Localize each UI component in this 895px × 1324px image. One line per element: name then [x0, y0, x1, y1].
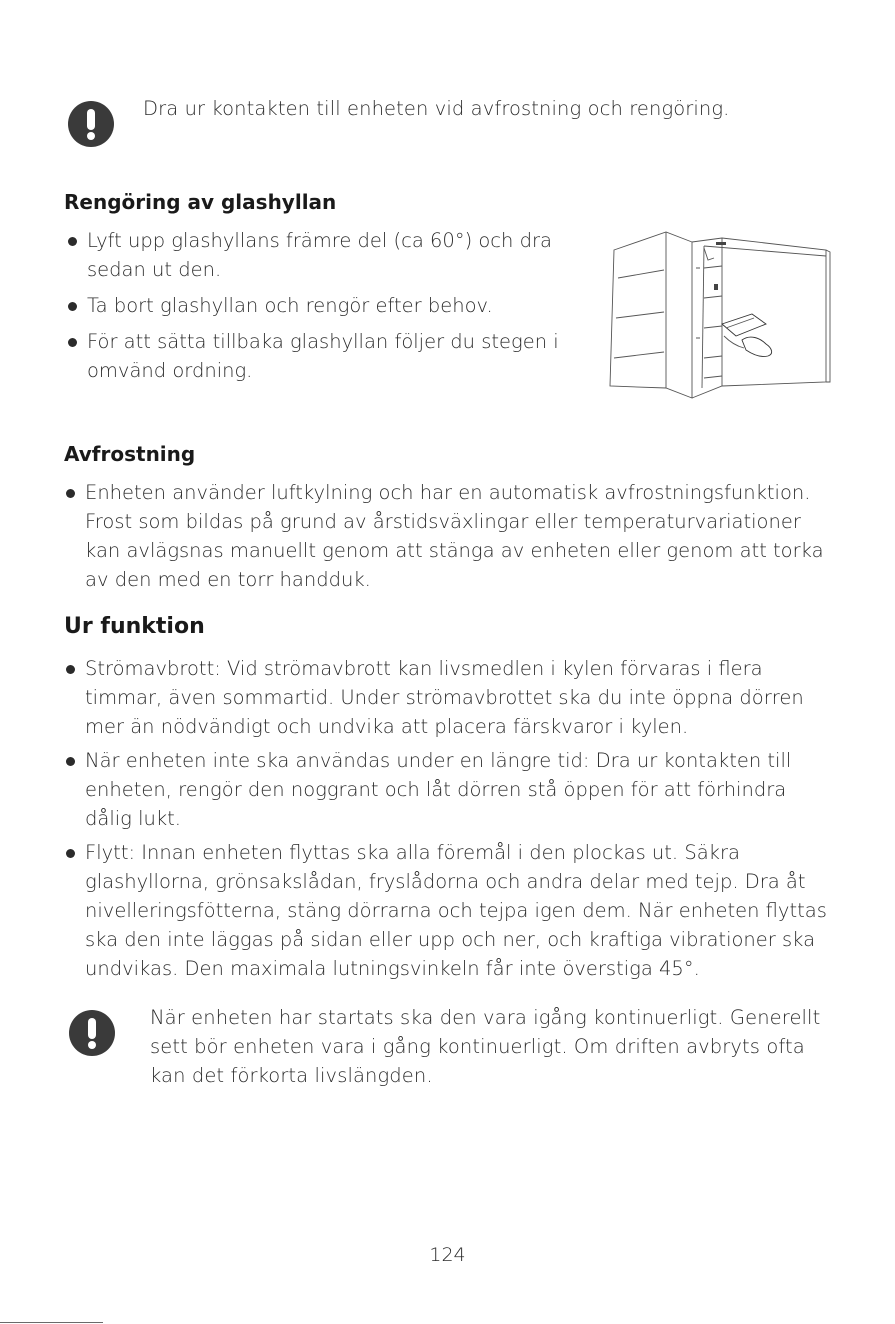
bullet-dot-icon	[66, 757, 75, 766]
bullet-dot-icon	[66, 489, 75, 498]
list-item-text: Enheten använder luftkylning och har en automatisk avfrostningsfunktion. Frost som bildas på grund av årstidsväxlingar eller temperaturvariationer kan avlägsnas manuellt genom att stänga av enheten eller genom att torka av den med en torr handduk.	[85, 481, 824, 591]
defrost-list	[59, 478, 839, 594]
list-item	[61, 327, 571, 385]
list-item	[61, 291, 571, 320]
notice-unplug-text: Dra ur kontakten till enheten vid avfrostning och rengöring.	[143, 97, 730, 120]
bullet-dot-icon	[68, 302, 77, 311]
list-item-text: Lyft upp glashyllans främre del (ca 60°) och dra sedan ut den.	[87, 229, 552, 281]
list-item	[59, 838, 839, 983]
glass-shelf-steps-list	[61, 226, 571, 385]
notice-continuous-operation-text: När enheten har startats ska den vara igång kontinuerligt. Generellt sett bör enheten vara i gång kontinuerligt. Om driften avbryts ofta kan det förkorta livslängden.	[150, 1006, 821, 1087]
list-item-text: Ta bort glashyllan och rengör efter behov.	[87, 294, 493, 317]
list-item	[59, 478, 839, 594]
list-item	[59, 654, 839, 741]
list-item-text: Strömavbrott: Vid strömavbrott kan livsmedlen i kylen förvaras i flera timmar, även sommartid. Under strömavbrottet ska du inte öppna dörren mer än nödvändigt och undvika att placera färskvaror i kylen.	[85, 657, 804, 738]
bullet-dot-icon	[66, 665, 75, 674]
footer-divider	[0, 1322, 103, 1323]
section-title-defrost: Avfrostning	[64, 442, 196, 466]
bullet-dot-icon	[66, 849, 75, 858]
fridge-glass-shelf-illustration	[604, 228, 832, 404]
important-notice-icon	[68, 101, 114, 147]
list-item-text: Flytt: Innan enheten flyttas ska alla föremål i den plockas ut. Säkra glashyllorna, grönsakslådan, fryslådorna och andra delar med tejp. Dra åt nivelleringsfötterna, stäng dörrarna och tejpa igen dem. När enheten flyttas ska den inte läggas på sidan eller upp och ner, och kraftiga vibrationer ska undvikas. Den maximala lutningsvinkeln får inte överstiga 45°.	[85, 841, 827, 980]
bullet-dot-icon	[68, 237, 77, 246]
section-title-glass-shelf: Rengöring av glashyllan	[64, 190, 337, 214]
section-title-out-of-service: Ur funktion	[64, 614, 205, 639]
list-item-text: När enheten inte ska användas under en längre tid: Dra ur kontakten till enheten, rengör den noggrant och låt dörren stå öppen för att förhindra dålig lukt.	[85, 749, 792, 830]
out-of-service-list	[59, 654, 839, 983]
list-item	[59, 746, 839, 833]
bullet-dot-icon	[68, 338, 77, 347]
important-notice-icon	[69, 1010, 115, 1056]
page-number: 124	[429, 1244, 466, 1266]
list-item-text: För att sätta tillbaka glashyllan följer du stegen i omvänd ordning.	[87, 330, 559, 382]
list-item	[61, 226, 571, 284]
